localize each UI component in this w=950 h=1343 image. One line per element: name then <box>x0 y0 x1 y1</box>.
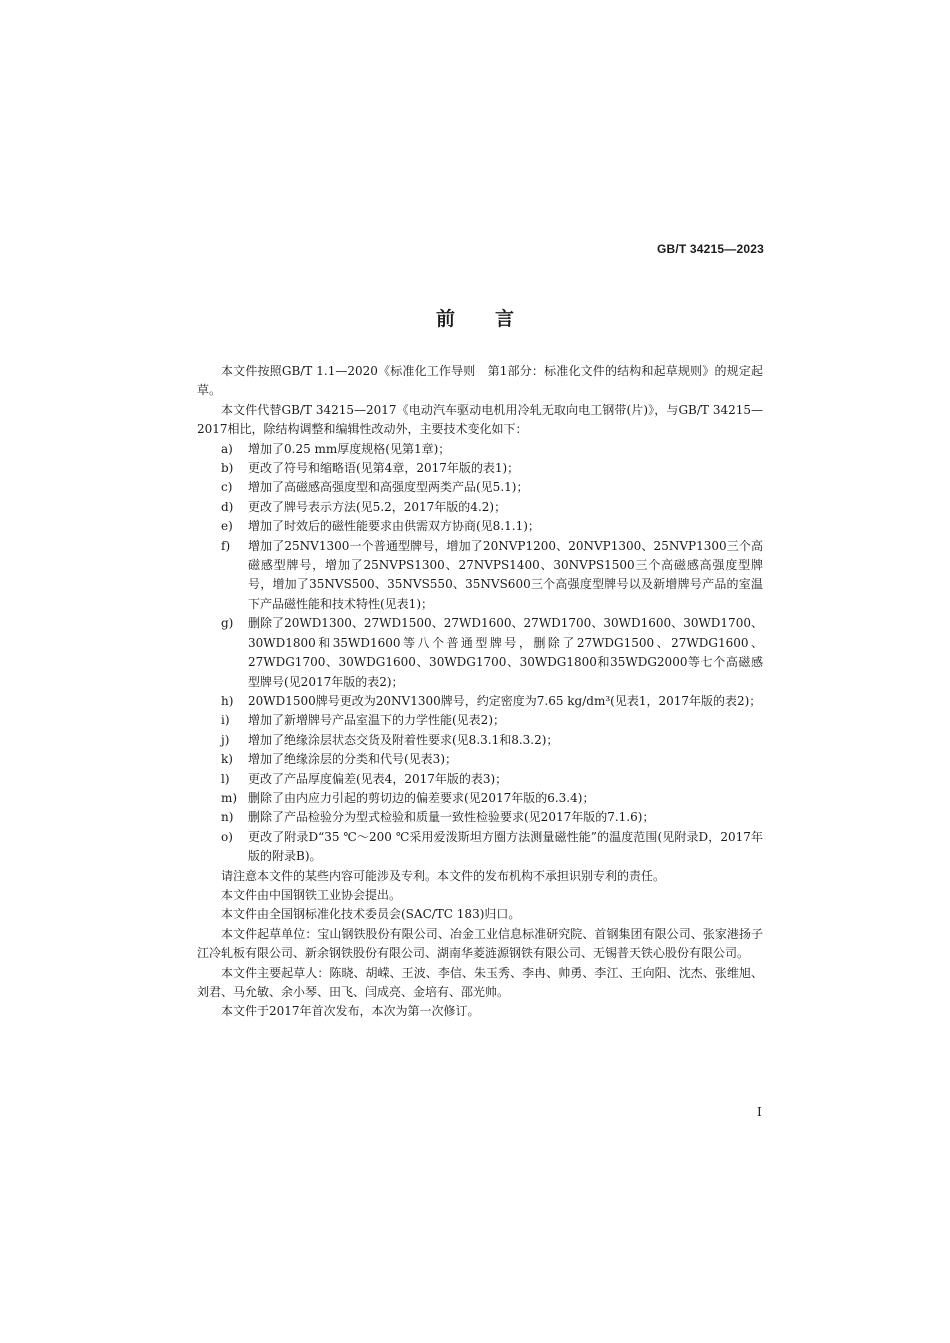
list-text: 删除了由内应力引起的剪切边的偏差要求(见2017年版的6.3.4)； <box>248 790 595 805</box>
paragraph-patent-notice: 请注意本文件的某些内容可能涉及专利。本文件的发布机构不承担识别专利的责任。 <box>221 868 666 883</box>
list-marker: l) <box>221 771 230 786</box>
list-marker: m) <box>221 790 238 805</box>
list-item <box>221 711 763 730</box>
list-text: 更改了附录D“35 ℃～200 ℃采用爱泼斯坦方圈方法测量磁性能”的温度范围(见附录D，2017年版的附录B)。 <box>248 829 763 864</box>
list-text: 增加了25NV1300一个普通型牌号，增加了20NVP1200、20NVP1300、25NVP1300三个高磁感型牌号，增加了25NVPS1300、27NVPS1400、30NVPS1500三个高磁感高强度型牌号，增加了35NVS500、35NVS550、35NVS600三个高强度型牌号以及新增牌号产品的室温下产品磁性能和技术特性(见表1)； <box>248 538 763 611</box>
list-item <box>221 692 763 711</box>
list-item <box>221 459 763 478</box>
list-text: 更改了符号和缩略语(见第4章，2017年版的表1)； <box>248 461 520 476</box>
list-text: 增加了0.25 mm厚度规格(见第1章)； <box>248 441 451 456</box>
list-text: 增加了时效后的磁性能要求由供需双方协商(见8.1.1)； <box>248 519 540 534</box>
list-marker: a) <box>221 441 233 456</box>
list-item <box>221 770 763 789</box>
list-item <box>221 789 763 808</box>
list-item <box>221 537 763 615</box>
list-text: 增加了绝缘涂层状态交货及附着性要求(见8.3.1和8.3.2)； <box>248 732 559 747</box>
paragraph-proposer: 本文件由中国钢铁工业协会提出。 <box>221 887 402 902</box>
list-item <box>221 614 763 692</box>
list-marker: c) <box>221 480 233 495</box>
paragraph-replacement: 本文件代替GB/T 34215—2017《电动汽车驱动电机用冷轧无取向电工钢带(片)》，与GB/T 34215—2017相比，除结构调整和编辑性改动外，主要技术变化如下： <box>197 402 763 437</box>
list-item <box>221 731 763 750</box>
list-item <box>221 517 763 536</box>
page-number: I <box>757 1105 762 1119</box>
paragraph-technical-committee: 本文件由全国钢标准化技术委员会(SAC/TC 183)归口。 <box>221 907 521 922</box>
list-marker: n) <box>221 810 234 825</box>
list-item <box>221 498 763 517</box>
list-marker: e) <box>221 519 233 534</box>
list-item <box>221 750 763 769</box>
list-marker: g) <box>221 616 234 631</box>
list-marker: h) <box>221 693 234 708</box>
list-item <box>221 440 763 459</box>
list-marker: o) <box>221 829 233 844</box>
paragraph-drafters: 本文件主要起草人：陈晓、胡嵘、王波、李信、朱玉秀、李冉、帅勇、李江、王向阳、沈杰、张维旭、刘君、马允敏、余小琴、田飞、闫成亮、金培有、邵光帅。 <box>197 965 763 999</box>
list-text: 删除了20WD1300、27WD1500、27WD1600、27WD1700、30WD1600、30WD1700、30WD1800和35WD1600等八个普通型牌号，删除了27WDG1500、27WDG1600、27WDG1700、30WDG1600、30WDG1700、30WDG1800和35WDG2000等七个高磁感型牌号(见2017年版的表2)； <box>248 616 763 689</box>
list-text: 删除了产品检验分为型式检验和质量一致性检验要求(见2017年版的7.1.6)； <box>248 810 655 825</box>
list-item <box>221 808 763 827</box>
list-text: 增加了高磁感高强度型和高强度型两类产品(见5.1)； <box>248 480 529 495</box>
page-title: 前言 <box>435 308 554 330</box>
list-marker: d) <box>221 499 234 514</box>
list-text: 更改了牌号表示方法(见5.2，2017年版的4.2)； <box>248 499 507 514</box>
list-text: 增加了绝缘涂层的分类和代号(见表3)； <box>248 752 457 767</box>
paragraph-drafting-rules: 本文件按照GB/T 1.1—2020《标准化工作导则 第1部分：标准化文件的结构和起草规则》的规定起草。 <box>197 364 763 398</box>
paragraph-publication-history: 本文件于2017年首次发布，本次为第一次修订。 <box>221 1004 480 1019</box>
list-text: 20WD1500牌号更改为20NV1300牌号，约定密度为7.65 kg/dm³(见表1，2017年版的表2)； <box>248 693 762 708</box>
standard-code: GB/T 34215—2023 <box>656 242 764 256</box>
technical-changes-list <box>197 440 763 867</box>
list-marker: i) <box>221 713 230 728</box>
list-marker: k) <box>221 752 233 767</box>
list-item <box>221 478 763 497</box>
paragraph-drafting-units: 本文件起草单位：宝山钢铁股份有限公司、冶金工业信息标准研究院、首钢集团有限公司、张家港扬子江冷轧板有限公司、新余钢铁股份有限公司、湖南华菱涟源钢铁有限公司、无锡普天铁心股份有限公司。 <box>197 926 763 961</box>
list-text: 增加了新增牌号产品室温下的力学性能(见表2)； <box>248 713 505 728</box>
list-marker: j) <box>221 732 230 747</box>
list-marker: b) <box>221 461 234 476</box>
list-text: 更改了产品厚度偏差(见表4，2017年版的表3)； <box>248 771 508 786</box>
list-item <box>221 828 763 867</box>
foreword-body <box>197 362 763 1022</box>
list-marker: f) <box>221 538 231 553</box>
